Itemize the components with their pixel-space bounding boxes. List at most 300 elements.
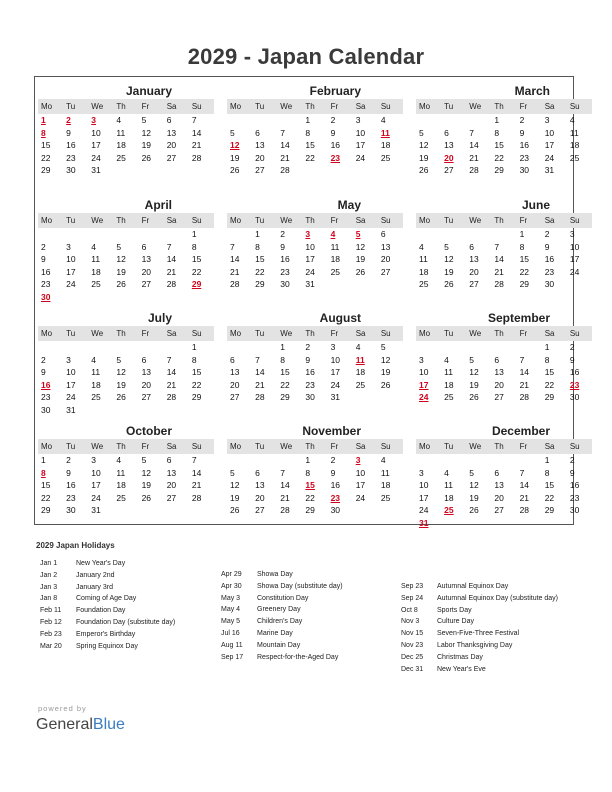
weekday-header-row: [416, 99, 592, 114]
day-cell: 2: [330, 115, 336, 125]
month-name: July: [147, 311, 172, 325]
month-may: [227, 197, 403, 291]
holiday-day-cell: 25: [444, 505, 454, 515]
day-cell: 27: [494, 392, 504, 402]
day-cell: 23: [569, 492, 580, 503]
day-grid: [416, 228, 592, 291]
holiday-day-cell: 12: [230, 140, 240, 150]
day-cell: 25: [91, 392, 101, 402]
weekday-header: Su: [191, 102, 202, 111]
month-name: November: [302, 424, 361, 438]
holiday-name: Showa Day: [257, 571, 293, 578]
day-cell: 5: [469, 467, 475, 478]
day-cell: 24: [355, 152, 366, 163]
day-cell: 30: [330, 505, 341, 515]
holiday-date: Sep 24: [401, 594, 424, 602]
holiday-name: Marine Day: [257, 629, 293, 637]
weekday-header: Mo: [41, 216, 53, 225]
holiday-date: May 5: [221, 618, 241, 626]
holiday-day-cell: 8: [41, 467, 46, 478]
day-cell: 21: [280, 152, 290, 163]
day-cell: 11: [569, 127, 579, 138]
day-cell: 14: [230, 254, 240, 264]
day-cell: 24: [91, 152, 101, 163]
day-cell: 6: [494, 467, 500, 478]
day-cell: 21: [166, 379, 177, 390]
day-cell: 22: [41, 492, 51, 503]
day-cell: 16: [280, 254, 290, 264]
day-cell: 14: [519, 367, 530, 377]
weekday-header: Fr: [141, 329, 150, 338]
day-cell: 9: [569, 467, 575, 478]
empty-day-cell: [38, 228, 63, 241]
day-cell: 9: [330, 127, 336, 138]
empty-day-cell: [277, 114, 302, 127]
day-cell: 6: [444, 127, 449, 138]
holiday-name: Greenery Day: [257, 606, 301, 614]
day-cell: 15: [191, 254, 202, 264]
holiday-day-cell: 20: [444, 152, 454, 163]
weekday-header-row: [227, 439, 403, 454]
day-cell: 19: [116, 379, 126, 390]
day-cell: 4: [419, 241, 424, 252]
day-cell: 3: [544, 115, 550, 125]
weekday-header-row: [227, 326, 403, 341]
day-cell: 20: [141, 379, 152, 390]
holiday-day-cell: 15: [305, 480, 315, 490]
day-cell: 6: [494, 354, 500, 365]
holiday-day-cell: 23: [330, 492, 341, 503]
day-cell: 22: [544, 379, 555, 390]
empty-day-cell: [164, 341, 189, 354]
day-cell: 20: [255, 152, 265, 163]
day-cell: 15: [305, 140, 315, 150]
day-cell: 1: [41, 455, 46, 465]
day-cell: 11: [330, 241, 340, 252]
day-cell: 2: [519, 115, 525, 125]
holiday-date: Jan 8: [40, 595, 58, 603]
day-cell: 19: [141, 140, 152, 150]
weekday-header: Tu: [66, 216, 76, 225]
day-cell: 3: [419, 354, 424, 365]
day-cell: 18: [380, 140, 391, 150]
holiday-row: [40, 631, 175, 643]
month-name: August: [319, 311, 361, 325]
day-cell: 28: [469, 165, 479, 175]
day-cell: 4: [91, 241, 97, 252]
empty-day-cell: [227, 228, 252, 241]
page-title: 2029 - Japan Calendar: [187, 44, 425, 69]
day-cell: 6: [141, 241, 147, 252]
weekday-header: Su: [569, 329, 580, 338]
day-cell: 18: [569, 140, 580, 150]
day-grid: [416, 454, 592, 529]
day-cell: 15: [544, 480, 555, 490]
day-cell: 5: [230, 127, 235, 138]
holiday-day-cell: 3: [91, 115, 97, 125]
holiday-name: Constitution Day: [257, 594, 309, 602]
day-cell: 20: [230, 379, 240, 390]
day-cell: 3: [66, 354, 71, 365]
holiday-name: Sports Day: [437, 606, 472, 614]
holiday-row: [221, 630, 343, 642]
weekday-header: Fr: [519, 329, 528, 338]
day-cell: 1: [494, 115, 500, 125]
day-cell: 15: [255, 254, 265, 264]
holiday-row: [40, 595, 175, 607]
day-cell: 15: [519, 254, 530, 264]
empty-day-cell: [113, 228, 138, 241]
day-cell: 11: [91, 254, 101, 264]
day-cell: 27: [494, 505, 504, 515]
holiday-day-cell: 2: [66, 115, 71, 125]
weekday-header: Mo: [230, 329, 242, 338]
day-cell: 25: [330, 266, 341, 277]
day-cell: 16: [41, 266, 51, 277]
day-cell: 17: [91, 480, 101, 490]
day-cell: 13: [141, 367, 152, 377]
day-cell: 17: [330, 367, 341, 377]
month-january: [38, 83, 214, 177]
day-cell: 8: [544, 467, 550, 478]
day-cell: 8: [191, 241, 197, 252]
day-cell: 4: [380, 455, 386, 465]
day-cell: 7: [519, 467, 525, 478]
day-cell: 14: [519, 480, 530, 490]
weekday-header: Mo: [419, 329, 431, 338]
day-cell: 13: [166, 127, 177, 138]
holiday-row: [40, 607, 175, 619]
day-cell: 11: [91, 367, 101, 377]
holiday-date: Feb 12: [40, 618, 62, 626]
day-cell: 15: [191, 367, 202, 377]
weekday-header: Fr: [519, 216, 528, 225]
holiday-date: May 3: [221, 594, 241, 602]
day-cell: 15: [494, 140, 504, 150]
day-cell: 4: [116, 115, 122, 125]
day-cell: 5: [230, 467, 235, 478]
day-cell: 9: [66, 127, 71, 138]
powered-by-text: powered by: [38, 704, 87, 713]
month-february: [227, 83, 403, 177]
day-cell: 26: [355, 266, 366, 277]
weekday-header: Mo: [41, 329, 53, 338]
day-cell: 19: [230, 492, 240, 503]
day-cell: 10: [355, 127, 366, 138]
day-cell: 8: [280, 354, 286, 365]
day-cell: 6: [166, 455, 172, 465]
day-cell: 21: [494, 266, 504, 277]
weekday-header: Su: [380, 216, 391, 225]
empty-day-cell: [227, 454, 252, 467]
weekday-header: Sa: [355, 329, 366, 338]
holiday-row: [401, 654, 558, 666]
empty-day-cell: [63, 341, 88, 354]
weekday-header: Mo: [419, 442, 431, 451]
day-cell: 30: [569, 392, 580, 402]
holiday-row: [221, 642, 343, 654]
holiday-row: [221, 618, 343, 630]
day-cell: 25: [116, 492, 126, 503]
day-cell: 29: [544, 505, 555, 515]
day-cell: 5: [116, 354, 122, 365]
day-cell: 5: [380, 342, 386, 352]
day-cell: 29: [41, 505, 51, 515]
weekday-header: We: [469, 102, 482, 111]
empty-day-cell: [441, 114, 466, 127]
day-cell: 1: [519, 229, 525, 239]
month-july: [38, 310, 214, 416]
day-cell: 20: [380, 254, 391, 264]
day-grid: [416, 341, 592, 404]
day-cell: 16: [569, 480, 580, 490]
day-cell: 13: [444, 140, 454, 150]
day-cell: 2: [330, 455, 336, 465]
day-cell: 10: [569, 241, 580, 252]
day-cell: 7: [469, 127, 475, 138]
day-cell: 22: [41, 152, 51, 163]
month-december: [416, 423, 592, 529]
day-cell: 9: [66, 467, 71, 478]
holiday-day-cell: 31: [419, 517, 429, 528]
day-cell: 20: [166, 140, 177, 150]
day-cell: 13: [469, 254, 479, 264]
generalblue-logo[interactable]: [36, 716, 125, 734]
day-cell: 12: [141, 467, 152, 478]
day-cell: 24: [330, 379, 341, 390]
day-cell: 3: [66, 241, 71, 252]
day-cell: 10: [355, 467, 366, 478]
day-cell: 26: [469, 392, 479, 402]
holiday-day-cell: 11: [380, 127, 390, 138]
day-grid: [38, 114, 214, 177]
day-cell: 21: [519, 379, 530, 390]
day-cell: 8: [544, 354, 550, 365]
day-cell: 25: [444, 392, 454, 402]
holiday-day-cell: 17: [419, 379, 429, 390]
holiday-name: Mountain Day: [257, 641, 301, 649]
month-june: [416, 197, 592, 291]
holiday-date: Mar 20: [40, 642, 62, 650]
day-cell: 26: [141, 152, 152, 163]
month-name: June: [521, 198, 550, 212]
day-cell: 1: [305, 455, 311, 465]
weekday-header: We: [469, 329, 482, 338]
weekday-header: Th: [305, 216, 315, 225]
day-cell: 10: [330, 354, 341, 365]
day-cell: 22: [544, 492, 555, 503]
day-cell: 28: [280, 505, 290, 515]
day-cell: 18: [444, 492, 454, 503]
empty-day-cell: [227, 341, 252, 354]
day-cell: 21: [191, 140, 202, 150]
day-cell: 12: [141, 127, 152, 138]
day-cell: 12: [469, 480, 479, 490]
holiday-day-cell: 3: [355, 455, 361, 465]
day-cell: 7: [166, 241, 172, 252]
holiday-day-cell: 16: [41, 379, 51, 390]
weekday-header: Th: [116, 216, 126, 225]
holiday-row: [221, 595, 343, 607]
day-cell: 27: [166, 152, 177, 163]
holiday-day-cell: 5: [355, 229, 361, 239]
weekday-header-row: [416, 326, 592, 341]
weekday-header: Th: [305, 442, 315, 451]
day-cell: 5: [419, 127, 424, 138]
holiday-name: Showa Day (substitute day): [257, 582, 343, 590]
weekday-header-row: [227, 213, 403, 228]
day-cell: 13: [380, 241, 391, 252]
weekday-header: Th: [494, 102, 504, 111]
weekday-header: Tu: [444, 216, 454, 225]
weekday-header: We: [91, 329, 104, 338]
day-cell: 5: [116, 241, 122, 252]
day-cell: 20: [141, 266, 152, 277]
day-cell: 22: [191, 379, 202, 390]
day-cell: 6: [255, 127, 260, 138]
day-cell: 11: [116, 467, 126, 478]
day-cell: 16: [330, 140, 341, 150]
day-cell: 2: [41, 354, 46, 365]
weekday-header: Mo: [419, 102, 431, 111]
day-cell: 7: [166, 354, 172, 365]
day-cell: 3: [419, 467, 424, 478]
day-cell: 20: [469, 266, 479, 277]
day-cell: 28: [191, 492, 202, 503]
day-cell: 19: [230, 152, 240, 163]
day-grid: [227, 341, 403, 404]
day-cell: 16: [569, 367, 580, 377]
day-cell: 24: [91, 492, 101, 503]
weekday-header: Th: [305, 329, 315, 338]
day-cell: 18: [380, 480, 391, 490]
month-name: December: [491, 424, 550, 438]
holiday-name: January 2nd: [76, 571, 115, 579]
day-cell: 27: [141, 392, 152, 402]
day-cell: 10: [66, 254, 76, 264]
day-cell: 12: [469, 367, 479, 377]
weekday-header: Mo: [230, 102, 242, 111]
day-grid: [38, 228, 214, 303]
month-september: [416, 310, 592, 404]
day-cell: 12: [116, 367, 126, 377]
day-cell: 16: [66, 480, 76, 490]
weekday-header-row: [416, 439, 592, 454]
day-cell: 25: [380, 492, 391, 503]
day-cell: 26: [444, 279, 454, 289]
day-cell: 17: [355, 140, 366, 150]
holiday-row: [401, 583, 558, 595]
weekday-header: Tu: [444, 102, 454, 111]
holiday-date: Jan 3: [40, 583, 58, 591]
weekday-header: Tu: [66, 102, 76, 111]
weekday-header: Tu: [66, 442, 76, 451]
weekday-header: Mo: [41, 102, 53, 111]
empty-day-cell: [38, 341, 63, 354]
day-cell: 21: [166, 266, 177, 277]
day-cell: 2: [41, 241, 46, 252]
weekday-header: Tu: [444, 442, 454, 451]
day-cell: 31: [91, 505, 101, 515]
day-cell: 25: [380, 152, 391, 163]
day-cell: 4: [91, 354, 97, 365]
day-cell: 7: [191, 455, 197, 465]
day-cell: 2: [569, 455, 575, 465]
weekday-header: Th: [494, 442, 504, 451]
empty-day-cell: [466, 228, 491, 241]
day-cell: 16: [305, 367, 315, 377]
day-cell: 25: [569, 152, 580, 163]
empty-day-cell: [227, 114, 252, 127]
day-cell: 19: [444, 266, 454, 277]
day-cell: 11: [116, 127, 126, 138]
holiday-row: [401, 642, 558, 654]
holiday-row: [401, 595, 558, 607]
empty-day-cell: [517, 341, 542, 354]
month-name: September: [487, 311, 550, 325]
day-cell: 18: [91, 266, 101, 277]
weekday-header: Tu: [255, 102, 265, 111]
day-cell: 23: [280, 266, 290, 277]
weekday-header: Sa: [544, 102, 555, 111]
day-cell: 13: [230, 367, 240, 377]
empty-day-cell: [252, 114, 277, 127]
day-cell: 17: [66, 379, 76, 390]
day-cell: 9: [305, 354, 311, 365]
holidays-column: [401, 583, 558, 677]
day-cell: 24: [569, 266, 580, 277]
weekday-header: Fr: [330, 102, 339, 111]
day-cell: 13: [255, 140, 265, 150]
day-cell: 14: [191, 467, 202, 478]
holiday-row: [221, 571, 343, 583]
holidays-column: [40, 560, 175, 654]
day-cell: 12: [116, 254, 126, 264]
day-cell: 13: [141, 254, 152, 264]
day-cell: 18: [330, 254, 341, 264]
day-cell: 29: [519, 279, 530, 289]
day-cell: 13: [166, 467, 177, 478]
holiday-name: Foundation Day (substitute day): [76, 618, 176, 626]
holiday-date: Aug 11: [221, 641, 243, 649]
day-cell: 30: [280, 279, 290, 289]
weekday-header: Tu: [255, 329, 265, 338]
empty-day-cell: [252, 454, 277, 467]
day-cell: 16: [330, 480, 341, 490]
day-grid: [227, 454, 403, 517]
day-cell: 4: [569, 115, 575, 125]
day-cell: 5: [469, 354, 475, 365]
day-cell: 25: [116, 152, 126, 163]
day-cell: 30: [305, 392, 315, 402]
day-cell: 28: [280, 165, 290, 175]
month-november: [227, 423, 403, 517]
holiday-day-cell: 23: [569, 379, 580, 390]
holiday-date: Sep 17: [221, 653, 244, 661]
day-cell: 9: [519, 127, 525, 138]
empty-day-cell: [88, 341, 113, 354]
day-cell: 7: [519, 354, 525, 365]
day-cell: 10: [91, 127, 101, 138]
holiday-name: Autumnal Equinox Day (substitute day): [437, 594, 559, 602]
day-cell: 7: [191, 115, 197, 125]
day-cell: 29: [255, 279, 265, 289]
day-cell: 30: [66, 505, 76, 515]
day-cell: 28: [166, 279, 177, 289]
day-cell: 23: [544, 266, 555, 277]
weekday-header: Tu: [255, 216, 265, 225]
weekday-header: Su: [380, 442, 391, 451]
